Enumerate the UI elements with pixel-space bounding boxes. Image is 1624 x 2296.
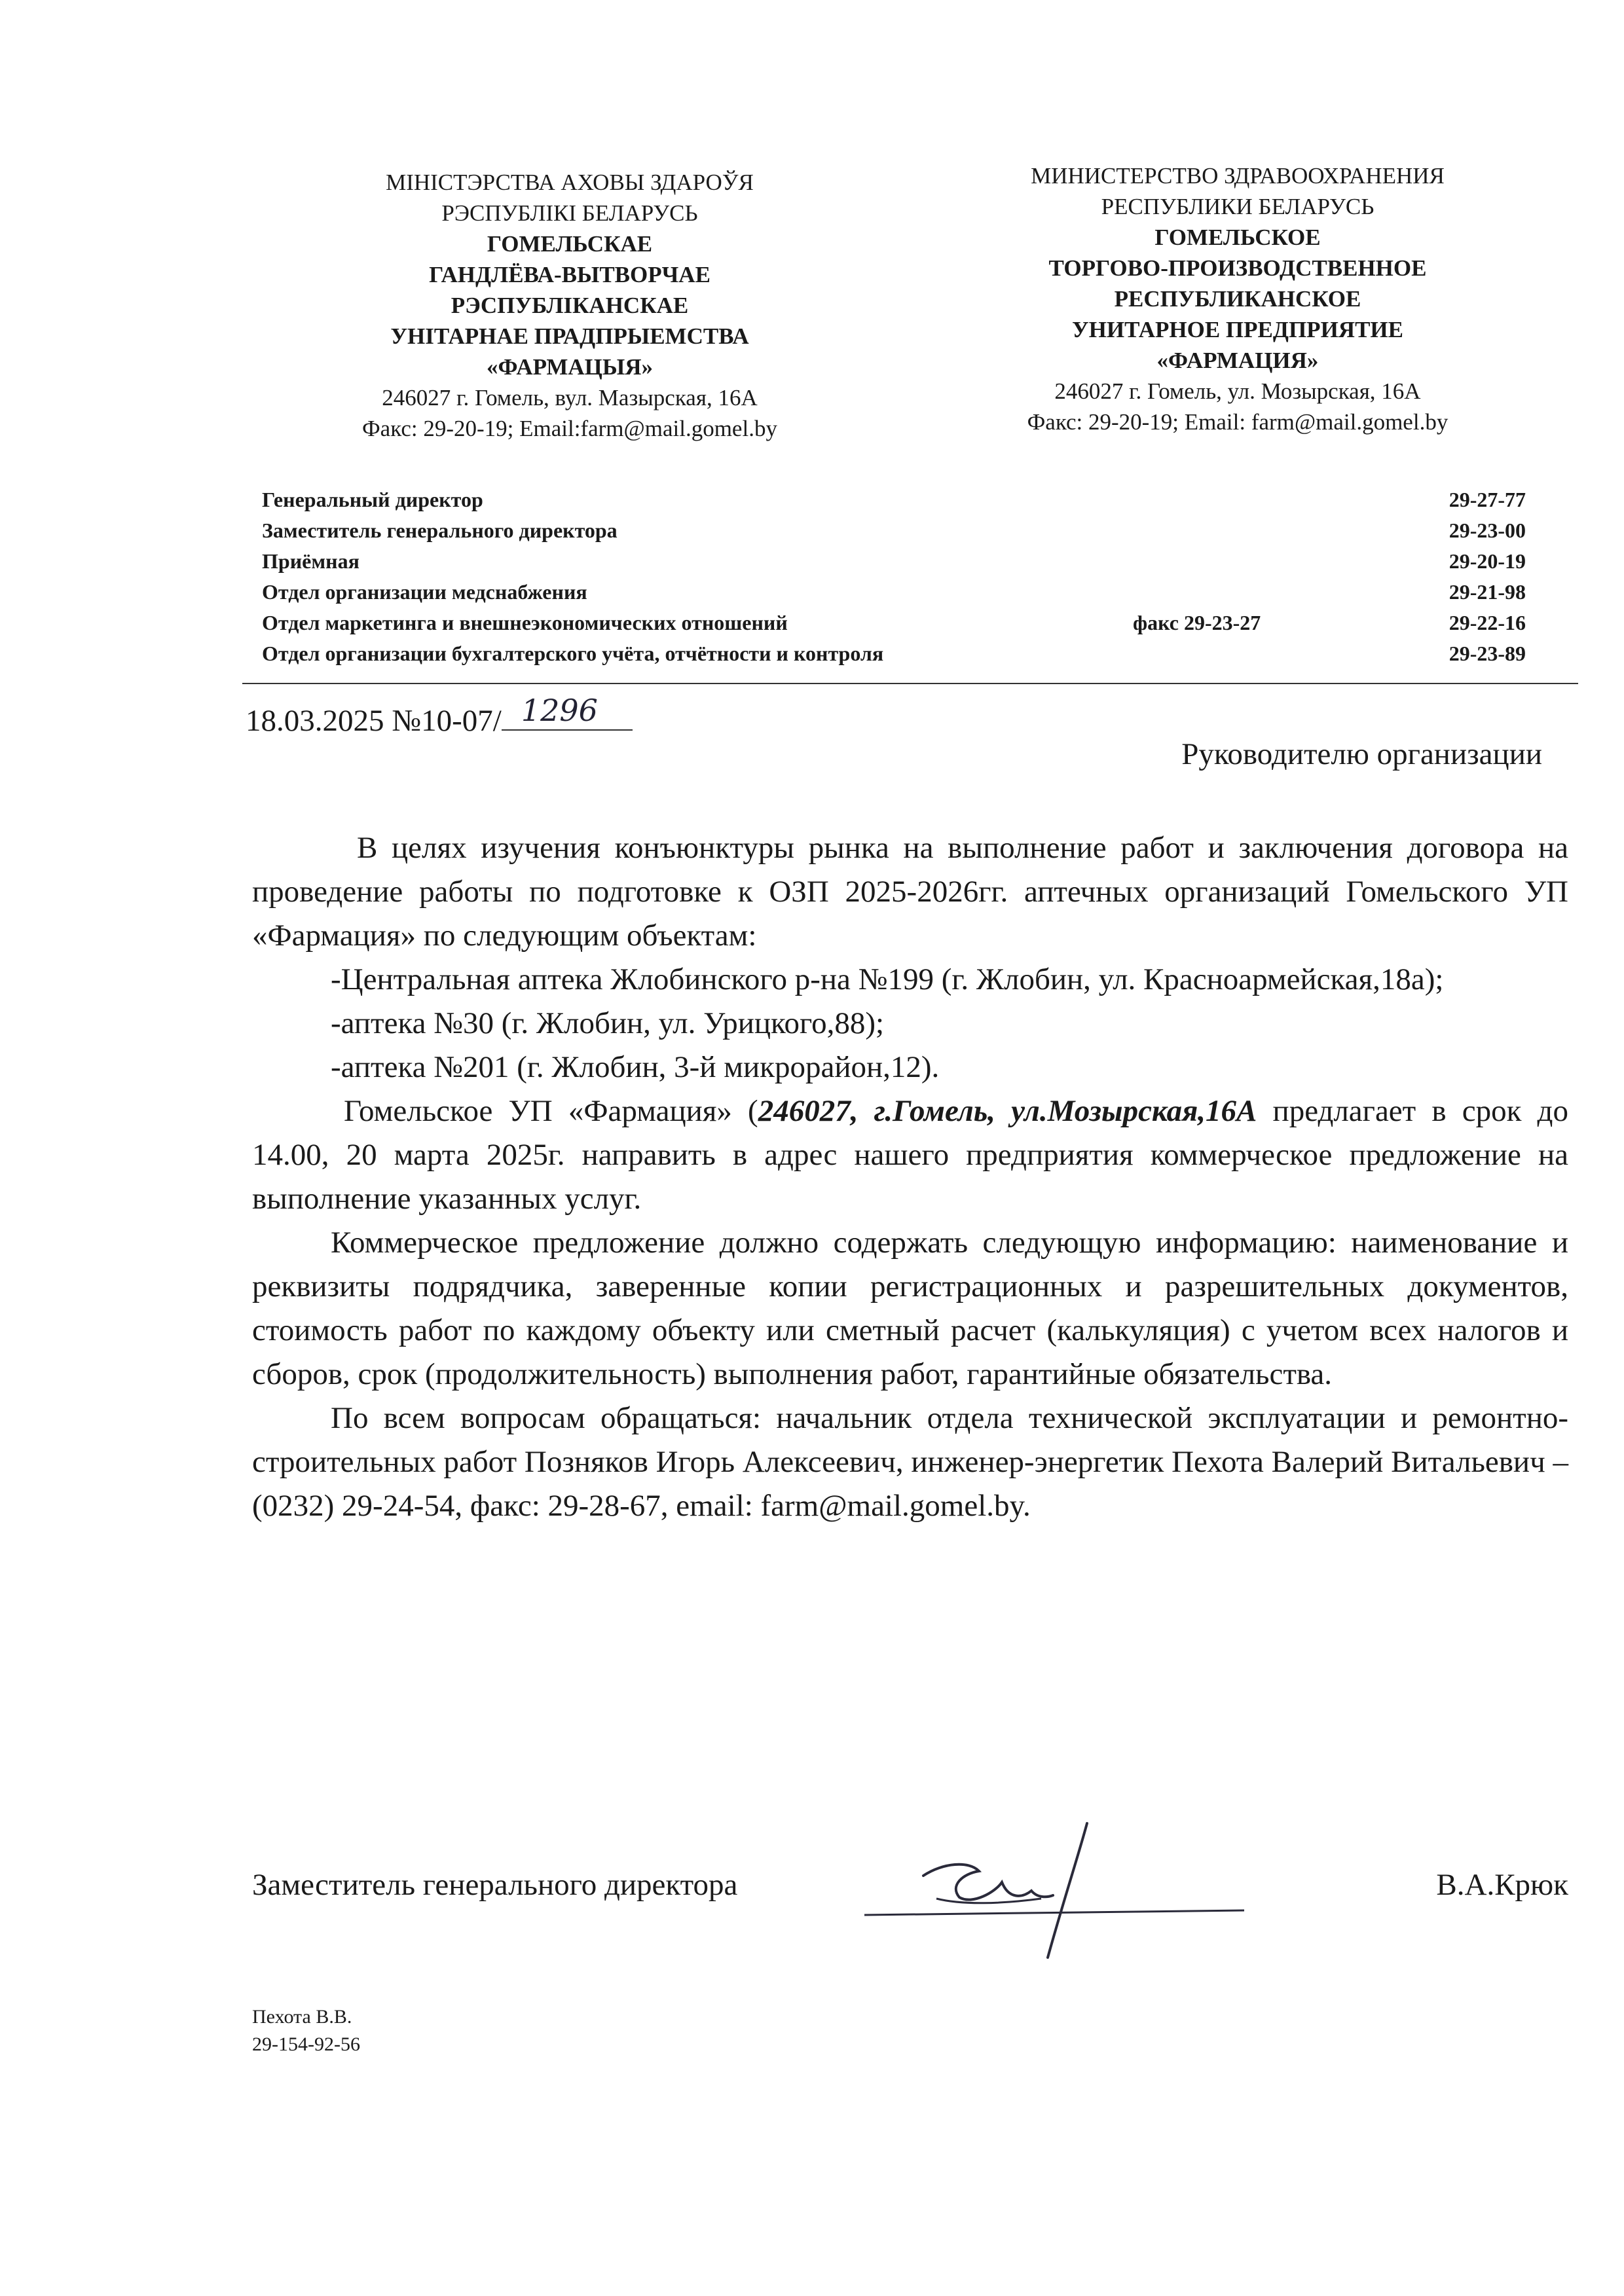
registration-line [246, 695, 633, 738]
offer-end: предлагает в срок до 14.00, 20 марта 2025г. направить в адрес нашего предприятия коммерческое предложение на выполнение указанных услуг. [252, 1094, 1568, 1216]
list-item: -аптека №30 (г. Жлобин, ул. Урицкого,88); [331, 1006, 885, 1040]
org-name-ru-1: ГОМЕЛЬСКОЕ [1154, 225, 1321, 250]
handwritten-number: 1296 [521, 693, 598, 728]
phone-row [262, 577, 1526, 608]
org-name-by-2: ГАНДЛЁВА-ВЫТВОРЧАЕ [429, 262, 710, 287]
phone-row-number: 29-20-19 [1449, 549, 1526, 573]
address-ru: 246027 г. Гомель, ул. Мозырская, 16А [1054, 378, 1421, 404]
org-name-by-4: УНІТАРНАЕ ПРАДПРЫЕМСТВА [390, 323, 749, 349]
phone-row-number: 29-23-89 [1449, 642, 1526, 665]
list-item: -Центральная аптека Жлобинского р-на №199 (г. Жлобин, ул. Красноармейская,18а); [331, 962, 1444, 996]
letterhead-russian [943, 160, 1532, 437]
phone-row [262, 515, 1526, 546]
paragraph-requirements: Коммерческое предложение должно содержать следующую информацию: наименование и реквизиты подрядчика, заверенные копии регистрационных и разрешительных документов, стоимость работ по каждому объекту или сметный расчет (калькуляция) с учетом всех налогов и сборов, срок (продолжительность) выполнения работ, гарантийные обязательства. [252, 1226, 1568, 1391]
org-name-ru-3: РЕСПУБЛИКАНСКОЕ [1114, 286, 1361, 312]
handwritten-number-field [502, 695, 633, 731]
phone-row [262, 638, 1526, 669]
org-name-ru-4: УНИТАРНОЕ ПРЕДПРИЯТИЕ [1072, 317, 1403, 342]
phone-row-dept: Отдел маркетинга и внешнеэкономических отношений [262, 611, 788, 634]
org-name-by-1: ГОМЕЛЬСКАЕ [487, 231, 653, 257]
phone-row-number: 29-21-98 [1449, 580, 1526, 604]
signatory-name: В.А.Крюк [1436, 1868, 1568, 1902]
phone-row-dept: Отдел организации бухгалтерского учёта, отчётности и контроля [262, 642, 884, 665]
org-name-by-3: РЭСПУБЛІКАНСКАЕ [451, 293, 689, 318]
ministry-name-by: МІНІСТЭРСТВА АХОВЫ ЗДАРОЎЯ [386, 170, 754, 195]
paragraph-offer [252, 1089, 1568, 1221]
letterhead-belarusian [275, 167, 864, 444]
phone-row [262, 608, 1526, 638]
registration-date-number: 18.03.2025 №10-07/ [246, 704, 502, 738]
phone-row-number: 29-27-77 [1449, 488, 1526, 511]
address-by: 246027 г. Гомель, вул. Мазырская, 16А [382, 385, 758, 410]
handwritten-signature [845, 1800, 1277, 1964]
paragraph-intro: В целях изучения конъюнктуры рынка на выполнение работ и заключения договора на проведение работы по подготовке к ОЗП 2025-2026гг. аптечных организаций Гомельского УП «Фармация» по следующим объектам: [252, 831, 1568, 953]
phone-row-number: 29-23-00 [1449, 519, 1526, 542]
offer-start: Гомельское УП «Фармация» ( [344, 1094, 758, 1128]
header-divider [242, 683, 1578, 684]
signatory-title: Заместитель генерального директора [252, 1868, 738, 1902]
ministry-name-ru: МИНИСТЕРСТВО ЗДРАВООХРАНЕНИЯ [1031, 163, 1445, 189]
phone-row-dept: Приёмная [262, 549, 360, 573]
phone-directory [262, 484, 1526, 669]
executor-phone: 29-154-92-56 [252, 2033, 360, 2055]
phone-row [262, 546, 1526, 577]
contacts-by: Факс: 29-20-19; Email:farm@mail.gomel.by [362, 416, 777, 441]
org-name-ru-2: ТОРГОВО-ПРОИЗВОДСТВЕННОЕ [1048, 255, 1427, 281]
phone-row [262, 484, 1526, 515]
executor-name: Пехота В.В. [252, 2006, 352, 2028]
phone-row-dept: Генеральный директор [262, 488, 483, 511]
republic-name-by: РЭСПУБЛІКІ БЕЛАРУСЬ [441, 200, 698, 226]
offer-address: 246027, г.Гомель, ул.Мозырская,16А [758, 1094, 1257, 1128]
org-name-ru-5: «ФАРМАЦИЯ» [1156, 348, 1319, 373]
letter-body [252, 826, 1568, 1528]
phone-row-dept: Заместитель генерального директора [262, 519, 618, 542]
org-name-by-5: «ФАРМАЦЫЯ» [486, 354, 654, 380]
list-item: -аптека №201 (г. Жлобин, 3-й микрорайон,12). [331, 1050, 940, 1084]
addressee: Руководителю организации [1181, 737, 1542, 771]
phone-row-fax: факс 29-23-27 [1133, 611, 1261, 634]
contacts-ru: Факс: 29-20-19; Email: farm@mail.gomel.by [1027, 409, 1449, 435]
republic-name-ru: РЕСПУБЛИКИ БЕЛАРУСЬ [1101, 194, 1375, 219]
executor-info [252, 2003, 360, 2058]
phone-row-dept: Отдел организации медснабжения [262, 580, 587, 604]
paragraph-contacts: По всем вопросам обращаться: начальник отдела технической эксплуатации и ремонтно-строительных работ Позняков Игорь Алексеевич, инженер-энергетик Пехота Валерий Витальевич – (0232) 29-24-54, факс: 29-28-67, email: farm@mail.gomel.by. [252, 1401, 1568, 1523]
phone-row-number: 29-22-16 [1449, 611, 1526, 634]
